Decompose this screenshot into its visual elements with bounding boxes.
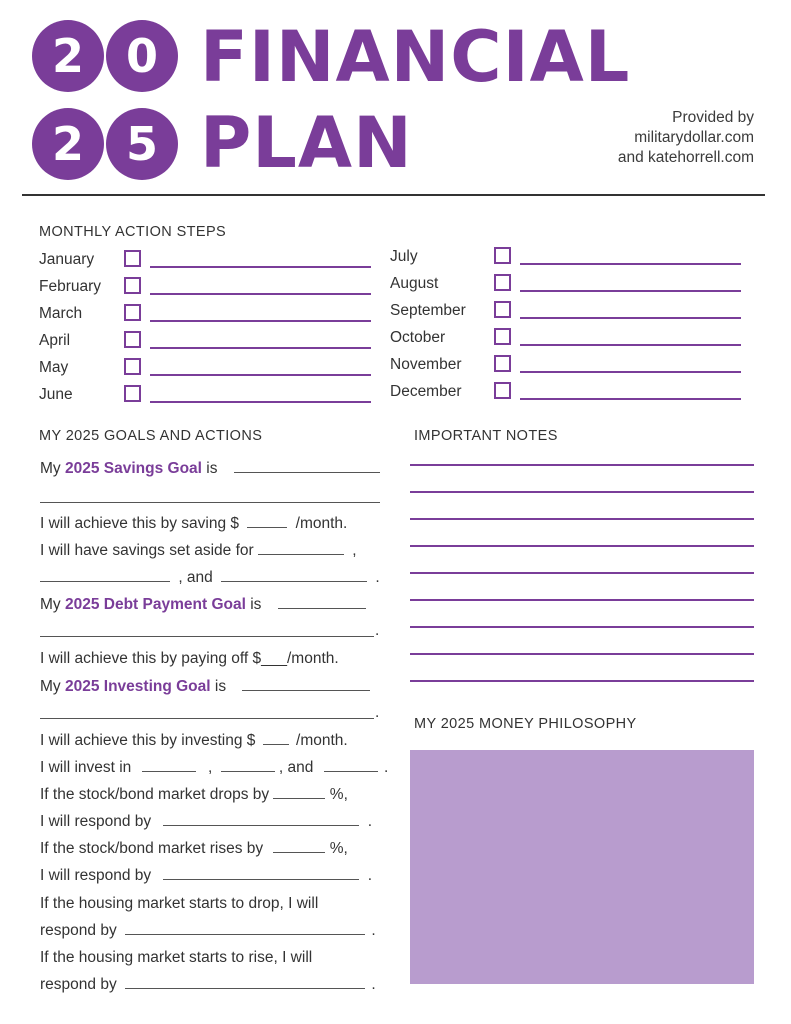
year-digit-3: 2	[32, 108, 104, 180]
provided-by	[618, 108, 754, 168]
investing-blank[interactable]	[263, 731, 289, 745]
month-label-july: July	[390, 248, 418, 265]
invest-in-blank-3[interactable]	[324, 758, 378, 772]
save-rate-blank[interactable]	[247, 514, 287, 528]
month-label-october: October	[390, 329, 446, 346]
month-line-january[interactable]	[150, 266, 371, 268]
month-label-june: June	[39, 386, 73, 403]
month-line-february[interactable]	[150, 293, 371, 295]
invest-suffix: is	[214, 678, 227, 695]
rises-line	[40, 839, 348, 859]
money-philosophy-title: MY 2025 MONEY PHILOSOPHY	[414, 716, 637, 732]
invest-in-and: , and	[278, 759, 314, 776]
header-divider	[22, 194, 765, 196]
month-label-september: September	[390, 302, 466, 319]
savings-prefix: My	[40, 460, 61, 477]
paying-off-line: I will achieve this by paying off $___/month.	[40, 650, 339, 667]
provided-line-3: and katehorrell.com	[617, 149, 754, 166]
debt-prefix: My	[40, 596, 61, 613]
month-label-november: November	[390, 356, 462, 373]
rises-text: If the stock/bond market rises by	[40, 840, 264, 857]
set-aside-blank[interactable]	[258, 541, 344, 555]
housing-rise-period: .	[371, 976, 376, 993]
invest-in-line	[40, 758, 388, 778]
month-label-march: March	[39, 305, 83, 322]
note-line[interactable]	[410, 464, 754, 466]
savings-goal-blank[interactable]	[234, 459, 380, 473]
title-financial: FINANCIAL	[200, 16, 631, 98]
save-rate-line	[40, 514, 347, 534]
debt-goal-blank-2[interactable]	[40, 636, 374, 637]
housing-drop-period: .	[371, 922, 376, 939]
debt-goal-line	[40, 595, 366, 615]
month-checkbox-november[interactable]	[494, 355, 511, 372]
month-line-june[interactable]	[150, 401, 371, 403]
set-aside-line-2	[40, 568, 380, 588]
month-line-april[interactable]	[150, 347, 371, 349]
month-line-may[interactable]	[150, 374, 371, 376]
note-line[interactable]	[410, 680, 754, 682]
investing-text-b: /month.	[296, 732, 348, 749]
housing-drop-respond-text: respond by	[40, 922, 117, 939]
housing-drop-blank[interactable]	[125, 921, 365, 935]
note-line[interactable]	[410, 491, 754, 493]
month-checkbox-march[interactable]	[124, 304, 141, 321]
month-line-october[interactable]	[520, 344, 741, 346]
set-aside-period: .	[375, 569, 380, 586]
debt-goal-label: 2025 Debt Payment Goal	[64, 596, 246, 613]
respond-rise-blank[interactable]	[163, 866, 359, 880]
month-checkbox-may[interactable]	[124, 358, 141, 375]
month-line-march[interactable]	[150, 320, 371, 322]
set-aside-and: , and	[178, 569, 213, 586]
month-checkbox-september[interactable]	[494, 301, 511, 318]
note-line[interactable]	[410, 518, 754, 520]
month-line-july[interactable]	[520, 263, 741, 265]
invest-goal-label: 2025 Investing Goal	[64, 678, 211, 695]
month-checkbox-july[interactable]	[494, 247, 511, 264]
month-label-february: February	[39, 278, 102, 295]
month-checkbox-february[interactable]	[124, 277, 141, 294]
investing-text-a: I will achieve this by investing $	[40, 732, 256, 749]
invest-goal-blank[interactable]	[242, 677, 370, 691]
provided-line-1: Provided by	[672, 109, 754, 126]
housing-drop-line: If the housing market starts to drop, I will	[40, 895, 319, 912]
savings-suffix: is	[206, 460, 218, 477]
set-aside-line	[40, 541, 357, 561]
note-line[interactable]	[410, 626, 754, 628]
month-checkbox-january[interactable]	[124, 250, 141, 267]
note-line[interactable]	[410, 572, 754, 574]
year-digit-4: 5	[106, 108, 178, 180]
invest-prefix: My	[40, 678, 61, 695]
set-aside-text: I will have savings set aside for	[40, 542, 254, 559]
invest-in-blank-2[interactable]	[221, 758, 275, 772]
money-philosophy-box[interactable]	[410, 750, 754, 984]
save-rate-text-b: /month.	[295, 515, 348, 532]
goals-title: MY 2025 GOALS AND ACTIONS	[39, 428, 263, 444]
respond-rise-line	[40, 866, 372, 886]
set-aside-comma: ,	[352, 542, 357, 559]
month-line-december[interactable]	[520, 398, 741, 400]
debt-goal-blank[interactable]	[278, 595, 366, 609]
invest-goal-blank-2[interactable]	[40, 718, 374, 719]
drops-percent: %,	[329, 786, 348, 803]
invest-in-comma: ,	[207, 759, 213, 776]
respond-rise-period: .	[367, 867, 373, 884]
month-label-august: August	[390, 275, 439, 292]
housing-drop-respond-line	[40, 921, 376, 941]
invest-goal-period: .	[375, 704, 380, 721]
housing-rise-blank[interactable]	[125, 975, 365, 989]
month-label-may: May	[39, 359, 69, 376]
respond-rise-text: I will respond by	[40, 867, 152, 884]
note-line[interactable]	[410, 599, 754, 601]
housing-rise-respond-line	[40, 975, 376, 995]
title-plan: PLAN	[200, 102, 413, 184]
year-digit-1: 2	[32, 20, 104, 92]
month-label-january: January	[39, 251, 95, 268]
monthly-action-steps-title: MONTHLY ACTION STEPS	[39, 224, 227, 240]
respond-drop-period: .	[367, 813, 373, 830]
debt-goal-period: .	[375, 622, 380, 639]
month-checkbox-june[interactable]	[124, 385, 141, 402]
housing-rise-line: If the housing market starts to rise, I will	[40, 949, 313, 966]
respond-drop-text: I will respond by	[40, 813, 152, 830]
month-label-april: April	[39, 332, 71, 349]
note-line[interactable]	[410, 653, 754, 655]
set-aside-blank-2[interactable]	[40, 568, 170, 582]
month-line-november[interactable]	[520, 371, 741, 373]
investing-line	[40, 731, 348, 751]
respond-drop-blank[interactable]	[163, 812, 359, 826]
debt-suffix: is	[250, 596, 262, 613]
rises-blank[interactable]	[273, 839, 325, 853]
invest-in-blank-1[interactable]	[142, 758, 196, 772]
drops-blank[interactable]	[273, 785, 325, 799]
drops-text: If the stock/bond market drops by	[40, 786, 270, 803]
respond-drop-line	[40, 812, 372, 832]
month-checkbox-april[interactable]	[124, 331, 141, 348]
drops-line	[40, 785, 348, 805]
invest-in-period: .	[383, 759, 389, 776]
year-digit-2: 0	[106, 20, 178, 92]
set-aside-blank-3[interactable]	[221, 568, 367, 582]
month-checkbox-december[interactable]	[494, 382, 511, 399]
rises-percent: %,	[329, 840, 348, 857]
housing-rise-respond-text: respond by	[40, 976, 117, 993]
month-line-august[interactable]	[520, 290, 741, 292]
important-notes-title: IMPORTANT NOTES	[414, 428, 558, 444]
savings-goal-line	[40, 459, 380, 479]
note-line[interactable]	[410, 545, 754, 547]
month-label-december: December	[390, 383, 462, 400]
month-checkbox-august[interactable]	[494, 274, 511, 291]
month-line-september[interactable]	[520, 317, 741, 319]
savings-goal-label: 2025 Savings Goal	[64, 460, 202, 477]
provided-line-2: militarydollar.com	[634, 129, 754, 146]
invest-goal-line	[40, 677, 370, 697]
savings-goal-blank-2[interactable]	[40, 502, 380, 503]
invest-in-text: I will invest in	[40, 759, 132, 776]
save-rate-text-a: I will achieve this by saving $	[40, 515, 240, 532]
month-checkbox-october[interactable]	[494, 328, 511, 345]
